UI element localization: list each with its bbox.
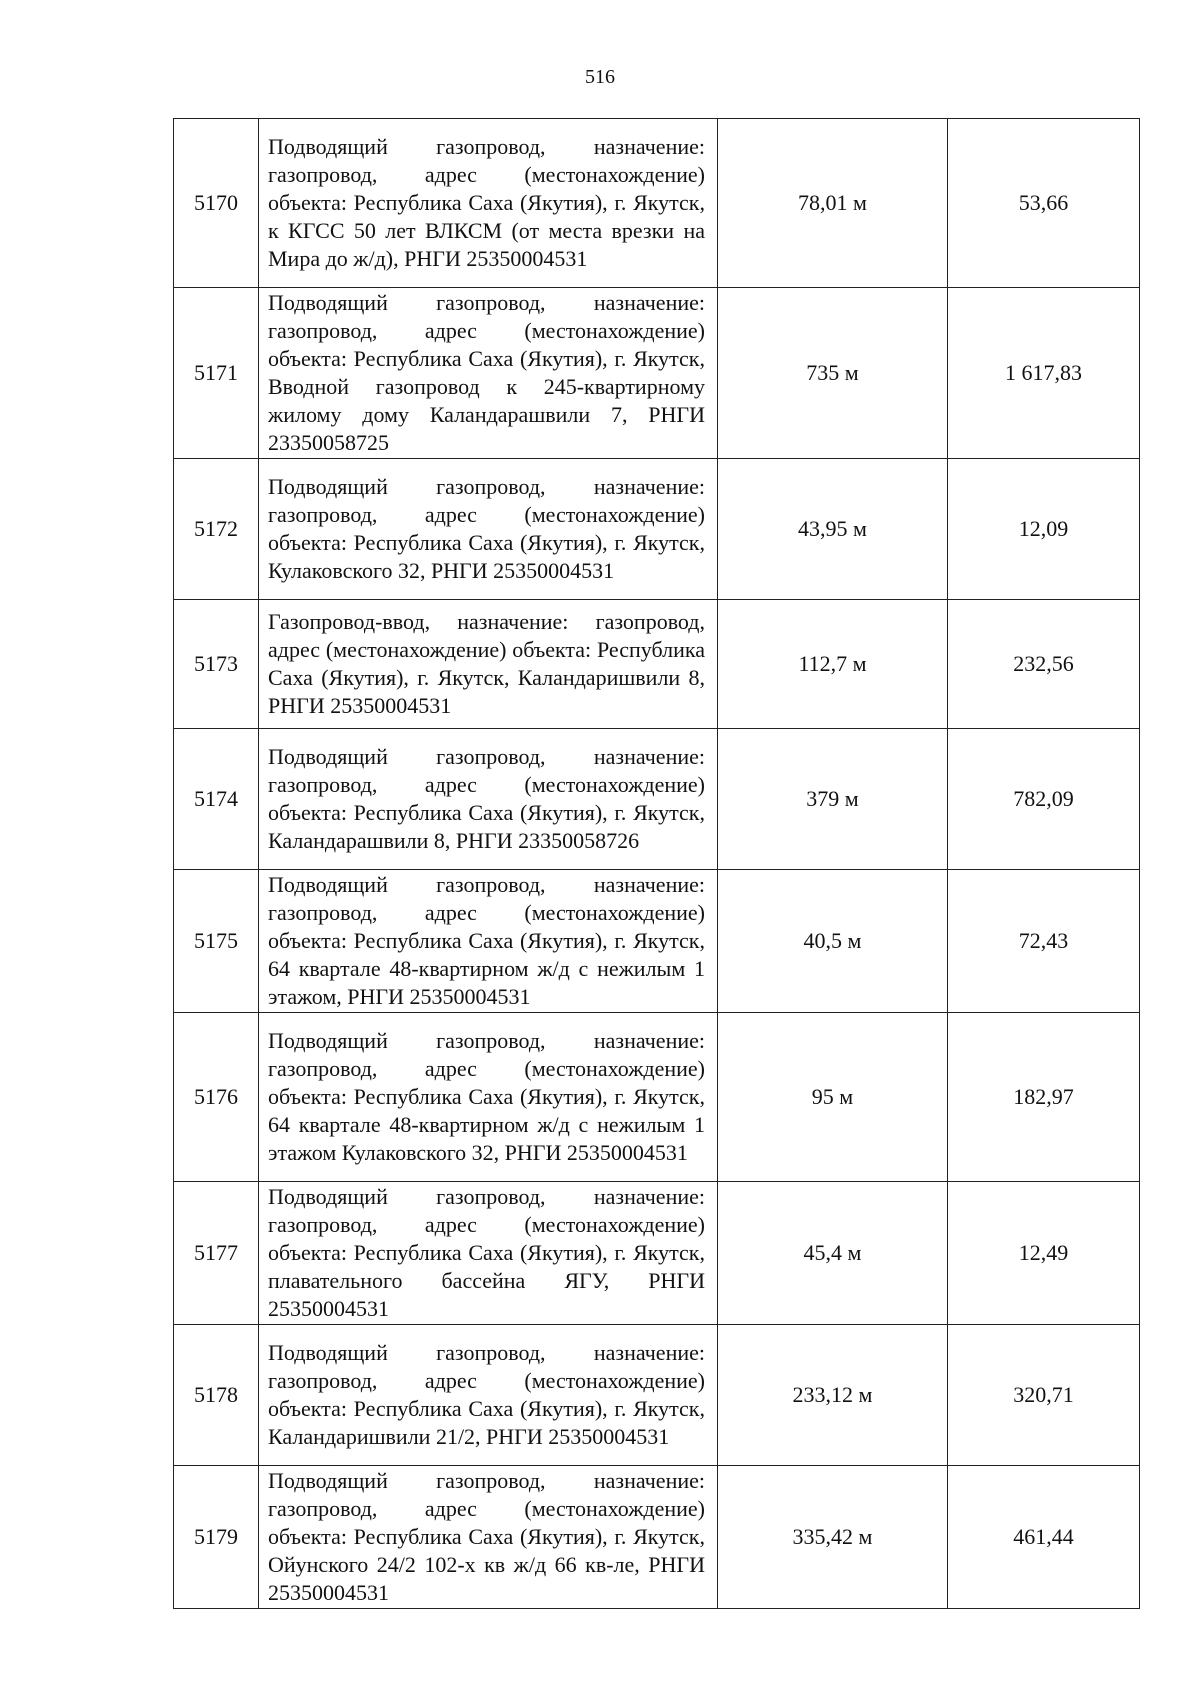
object-description: Подводящий газопровод, назначение: газопровод, адрес (местонахождение) объекта: Республика Саха (Якутия), г. Якутск, 64 квартале 48-квартирном ж/д с нежилым 1 этажом Кулаковского 32, РНГИ 25350004531 [259, 1013, 718, 1182]
row-number: 5177 [174, 1182, 259, 1325]
row-number: 5175 [174, 870, 259, 1013]
table-row [174, 1466, 1140, 1609]
row-number: 5173 [174, 600, 259, 729]
object-length: 43,95 м [718, 459, 948, 600]
table-row [174, 870, 1140, 1013]
table-row [174, 288, 1140, 459]
object-length: 379 м [718, 729, 948, 870]
row-number: 5176 [174, 1013, 259, 1182]
object-value: 232,56 [948, 600, 1140, 729]
object-value: 461,44 [948, 1466, 1140, 1609]
object-value: 12,09 [948, 459, 1140, 600]
object-value: 72,43 [948, 870, 1140, 1013]
table-row [174, 1325, 1140, 1466]
object-description: Подводящий газопровод, назначение: газопровод, адрес (местонахождение) объекта: Республика Саха (Якутия), г. Якутск, 64 квартале 48-квартирном ж/д с нежилым 1 этажом, РНГИ 25350004531 [259, 870, 718, 1013]
object-description: Подводящий газопровод, назначение: газопровод, адрес (местонахождение) объекта: Республика Саха (Якутия), г. Якутск, плавательного бассейна ЯГУ, РНГИ 25350004531 [259, 1182, 718, 1325]
object-length: 78,01 м [718, 119, 948, 288]
object-description: Подводящий газопровод, назначение: газопровод, адрес (местонахождение) объекта: Республика Саха (Якутия), г. Якутск, Ойунского 24/2 102-х кв ж/д 66 кв-ле, РНГИ 25350004531 [259, 1466, 718, 1609]
row-number: 5179 [174, 1466, 259, 1609]
registry-table [173, 118, 1140, 1609]
object-length: 735 м [718, 288, 948, 459]
row-number: 5174 [174, 729, 259, 870]
object-length: 112,7 м [718, 600, 948, 729]
page-number: 516 [585, 66, 615, 88]
table-row [174, 600, 1140, 729]
object-description: Подводящий газопровод, назначение: газопровод, адрес (местонахождение) объекта: Республика Саха (Якутия), г. Якутск, Вводной газопровод к 245-квартирному жилому дому Каландарашвили 7, РНГИ 23350058725 [259, 288, 718, 459]
object-value: 1 617,83 [948, 288, 1140, 459]
table-row [174, 1013, 1140, 1182]
row-number: 5171 [174, 288, 259, 459]
row-number: 5178 [174, 1325, 259, 1466]
object-value: 320,71 [948, 1325, 1140, 1466]
table-row [174, 459, 1140, 600]
object-length: 335,42 м [718, 1466, 948, 1609]
object-description: Подводящий газопровод, назначение: газопровод, адрес (местонахождение) объекта: Республика Саха (Якутия), г. Якутск, к КГСС 50 лет ВЛКСМ (от места врезки на Мира до ж/д), РНГИ 25350004531 [259, 119, 718, 288]
table-row [174, 1182, 1140, 1325]
registry-table-body [174, 119, 1140, 1609]
object-description: Подводящий газопровод, назначение: газопровод, адрес (местонахождение) объекта: Республика Саха (Якутия), г. Якутск, Кулаковского 32, РНГИ 25350004531 [259, 459, 718, 600]
object-length: 233,12 м [718, 1325, 948, 1466]
object-length: 40,5 м [718, 870, 948, 1013]
object-length: 45,4 м [718, 1182, 948, 1325]
object-description: Подводящий газопровод, назначение: газопровод, адрес (местонахождение) объекта: Республика Саха (Якутия), г. Якутск, Каландаришвили 21/2, РНГИ 25350004531 [259, 1325, 718, 1466]
object-value: 782,09 [948, 729, 1140, 870]
table-row [174, 119, 1140, 288]
object-description: Подводящий газопровод, назначение: газопровод, адрес (местонахождение) объекта: Республика Саха (Якутия), г. Якутск, Каландарашвили 8, РНГИ 23350058726 [259, 729, 718, 870]
table-row [174, 729, 1140, 870]
row-number: 5170 [174, 119, 259, 288]
object-value: 53,66 [948, 119, 1140, 288]
object-value: 182,97 [948, 1013, 1140, 1182]
object-value: 12,49 [948, 1182, 1140, 1325]
object-description: Газопровод-ввод, назначение: газопровод, адрес (местонахождение) объекта: Республика Саха (Якутия), г. Якутск, Каландаришвили 8, РНГИ 25350004531 [259, 600, 718, 729]
object-length: 95 м [718, 1013, 948, 1182]
row-number: 5172 [174, 459, 259, 600]
